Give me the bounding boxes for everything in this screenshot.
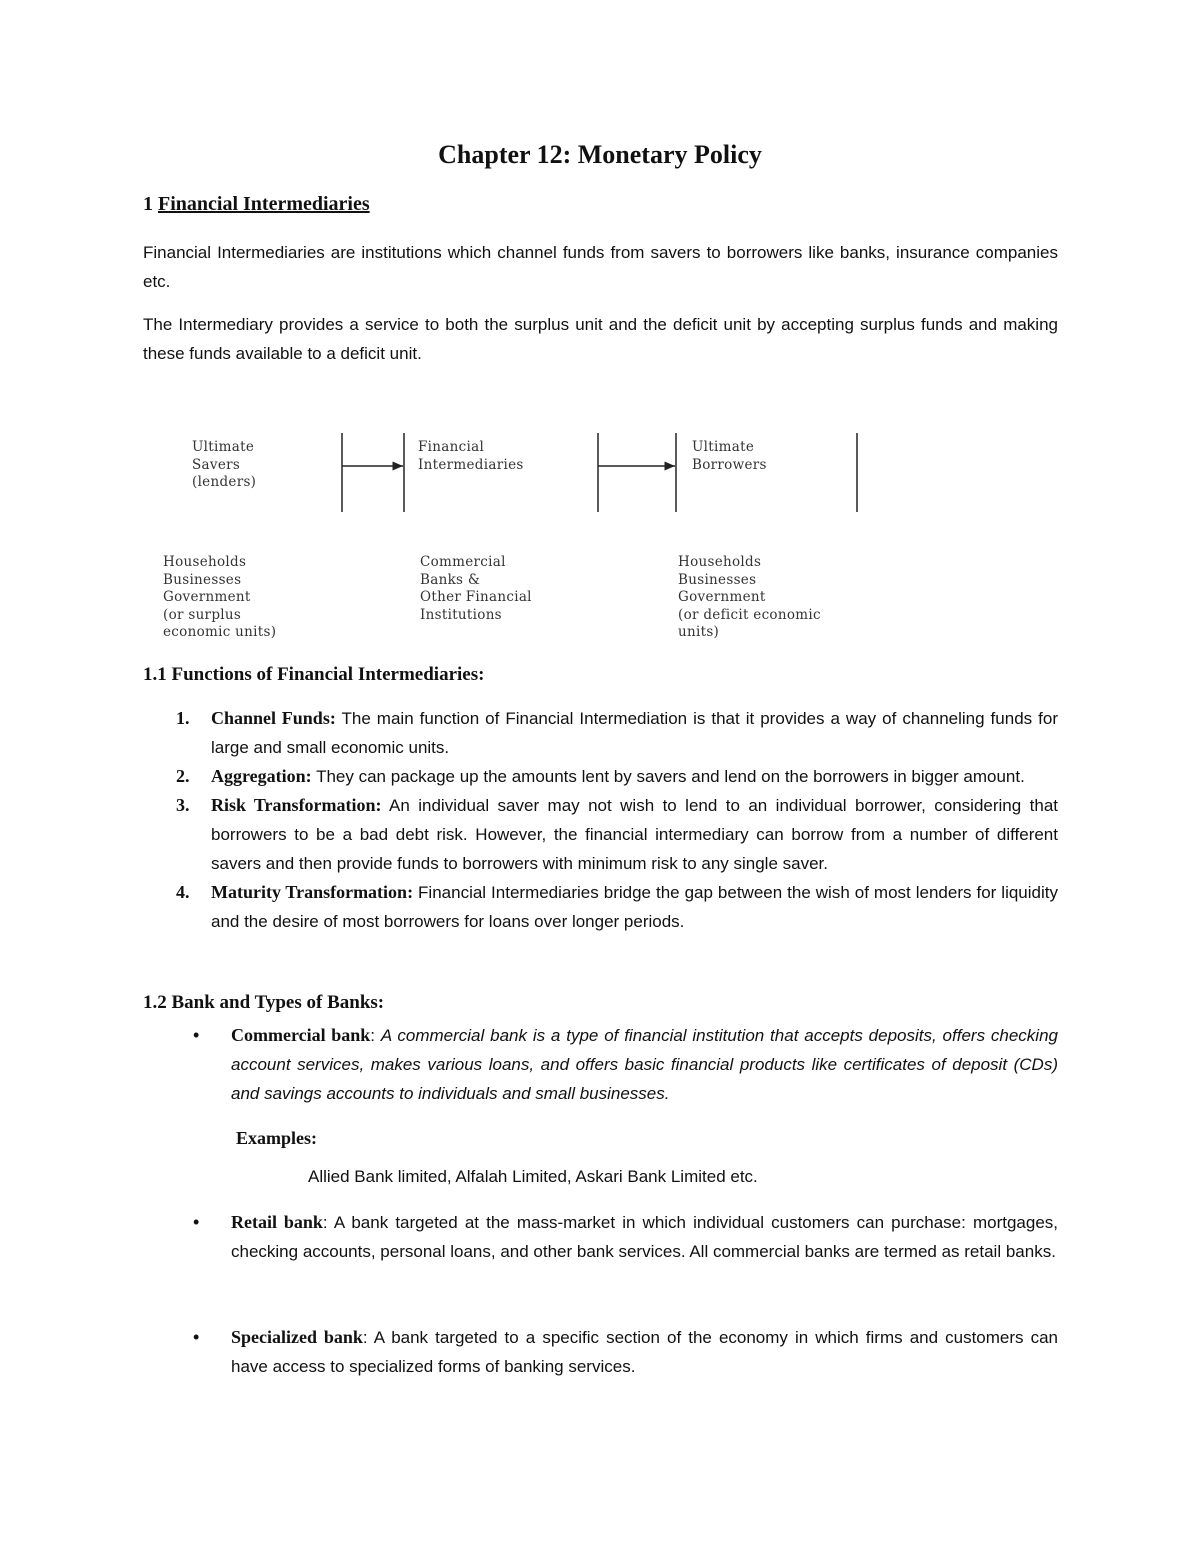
diagram-sub-deficit-units: Households Businesses Government (or deficit economic units) xyxy=(678,554,821,640)
function-text: They can package up the amounts lent by savers and lend on the borrowers in bigger amount. xyxy=(311,767,1025,786)
list-number: 2. xyxy=(176,766,190,786)
bank-definition: : A bank targeted to a specific section of the economy in which firms and customers can have access to specialized forms of banking services. xyxy=(231,1328,1059,1376)
bank-term: Specialized bank xyxy=(231,1327,363,1347)
bullet-icon: • xyxy=(193,1327,200,1347)
diagram-sub-surplus-units: Households Businesses Government (or surplus economic units) xyxy=(163,554,277,640)
bank-definition: A commercial bank is a type of financial institution that accepts deposits, offers checking account services, makes various loans, and offers basic financial products like certificates of deposit (CDs) and savings accounts to individuals and small businesses. xyxy=(231,1026,1058,1103)
diagram-box-ultimate-borrowers: Ultimate Borrowers xyxy=(692,439,767,473)
bank-term: Commercial bank xyxy=(231,1025,371,1045)
bullet-icon: • xyxy=(193,1212,200,1232)
bullet-retail-bank xyxy=(143,1208,1058,1266)
section-heading-financial-intermediaries xyxy=(143,193,370,216)
examples-label: Examples: xyxy=(236,1128,317,1148)
list-number: 3. xyxy=(176,795,190,815)
function-term: Risk Transformation: xyxy=(211,795,382,815)
bank-term: Retail bank xyxy=(231,1212,323,1232)
heading-bank-types: 1.2 Bank and Types of Banks: xyxy=(143,992,385,1013)
bullet-commercial-bank xyxy=(143,1021,1058,1108)
list-number: 1. xyxy=(176,708,190,728)
function-text: Financial Intermediaries bridge the gap between the wish of most lenders for liquidity and the desire of most borrowers for loans over longer periods. xyxy=(211,883,1058,931)
diagram-box-ultimate-savers: Ultimate Savers (lenders) xyxy=(192,439,257,490)
function-term: Aggregation: xyxy=(211,766,312,786)
section-title: Financial Intermediaries xyxy=(158,193,370,215)
function-term: Maturity Transformation: xyxy=(211,882,414,902)
function-text: An individual saver may not wish to lend to an individual borrower, considering that borrowers to be a bad debt risk. However, the financial intermediary can borrow from a number of different savers and then provide funds to borrowers with minimum risk to any single saver. xyxy=(211,796,1058,873)
page-title: Chapter 12: Monetary Policy xyxy=(438,140,762,169)
bullet-specialized-bank xyxy=(143,1323,1058,1381)
paragraph-definition: Financial Intermediaries are institutions which channel funds from savers to borrowers like banks, insurance companies etc. xyxy=(143,243,1058,291)
function-term: Channel Funds: xyxy=(211,708,336,728)
function-text: The main function of Financial Intermediation is that it provides a way of channeling funds for large and small economic units. xyxy=(211,709,1058,757)
bank-colon: : xyxy=(370,1026,381,1045)
list-item xyxy=(143,878,1058,936)
list-item xyxy=(143,704,1058,762)
list-item xyxy=(143,762,1058,791)
diagram-box-financial-intermediaries: Financial Intermediaries xyxy=(418,439,524,473)
bank-definition: : A bank targeted at the mass-market in which individual customers can purchase: mortgages, checking accounts, personal loans, and other bank services. All commercial banks are termed as retail banks. xyxy=(231,1213,1058,1261)
functions-list xyxy=(143,704,1058,936)
list-number: 4. xyxy=(176,882,190,902)
paragraph-intermediary-service: The Intermediary provides a service to both the surplus unit and the deficit unit by accepting surplus funds and making these funds available to a deficit unit. xyxy=(143,315,1058,363)
bullet-icon: • xyxy=(193,1025,200,1045)
section-number: 1 xyxy=(143,193,153,215)
diagram-sub-institutions: Commercial Banks & Other Financial Institutions xyxy=(420,554,532,623)
list-item xyxy=(143,791,1058,878)
heading-functions: 1.1 Functions of Financial Intermediaries: xyxy=(143,664,485,685)
examples-text: Allied Bank limited, Alfalah Limited, Askari Bank Limited etc. xyxy=(308,1167,758,1186)
